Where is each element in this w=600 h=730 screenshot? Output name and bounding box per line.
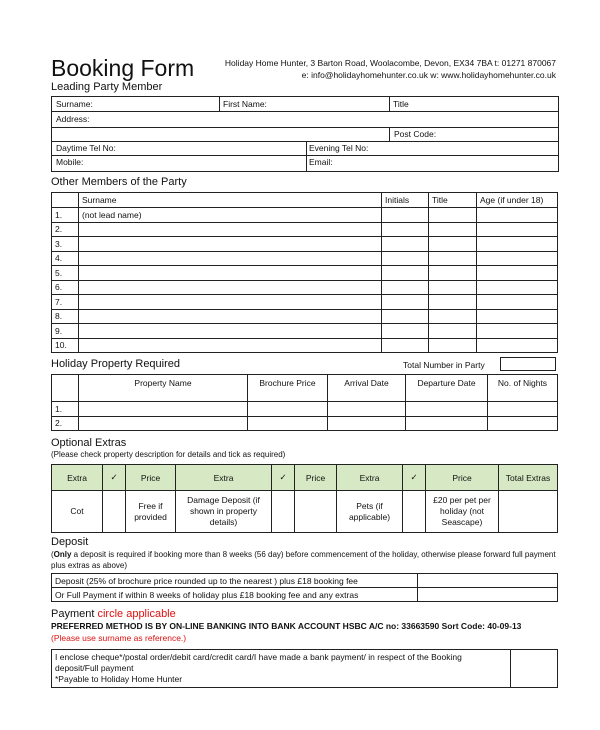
deposit-note: (Only a deposit is required if booking more than 8 weeks (56 day) before commencement of the holiday, otherwise please forward full payment plus extras as above) bbox=[51, 550, 556, 570]
members-label: Other Members of the Party bbox=[51, 176, 187, 188]
total-number-label: Total Number in Party bbox=[403, 360, 485, 370]
row-number: 6. bbox=[52, 280, 79, 295]
payment-amount bbox=[511, 650, 558, 688]
age-cell bbox=[477, 251, 558, 266]
property-header-nights: No. of Nights bbox=[488, 375, 558, 402]
table-row bbox=[52, 208, 558, 223]
initials-cell bbox=[382, 208, 429, 223]
total-extras-cell bbox=[499, 491, 558, 533]
extras-header-total: Total Extras bbox=[499, 465, 558, 491]
table-row bbox=[52, 338, 558, 353]
title-cell bbox=[429, 251, 477, 266]
deposit-table bbox=[51, 573, 558, 602]
evening-tel-label: Evening Tel No: bbox=[309, 143, 369, 153]
payment-label: Payment circle applicable bbox=[51, 608, 176, 620]
age-cell bbox=[477, 324, 558, 339]
table-row bbox=[52, 491, 558, 533]
price-pets: £20 per pet per holiday (not Seascape) bbox=[426, 491, 499, 533]
age-cell bbox=[477, 338, 558, 353]
members-header-row bbox=[52, 193, 558, 208]
extras-header-extra: Extra bbox=[337, 465, 403, 491]
table-row bbox=[52, 309, 558, 324]
initials-cell bbox=[382, 309, 429, 324]
daytime-tel-label: Daytime Tel No: bbox=[56, 143, 116, 153]
row-number: 9. bbox=[52, 324, 79, 339]
initials-cell bbox=[382, 280, 429, 295]
property-header-name: Property Name bbox=[79, 375, 248, 402]
check-icon: ✓ bbox=[403, 465, 426, 491]
postcode-label: Post Code: bbox=[394, 129, 437, 139]
extras-table bbox=[51, 464, 558, 533]
property-header-departure: Departure Date bbox=[406, 375, 488, 402]
email-label: Email: bbox=[309, 157, 333, 167]
title-cell bbox=[429, 280, 477, 295]
initials-cell bbox=[382, 295, 429, 310]
row-number: 4. bbox=[52, 251, 79, 266]
company-info bbox=[225, 57, 556, 81]
row-number: 1. bbox=[52, 208, 79, 223]
table-row bbox=[52, 416, 558, 431]
company-address: Holiday Home Hunter, 3 Barton Road, Woolacombe, Devon, EX34 7BA t: 01271 870067 bbox=[224, 58, 556, 68]
property-header-num bbox=[52, 375, 79, 402]
extra-cot: Cot bbox=[52, 491, 103, 533]
age-cell bbox=[477, 309, 558, 324]
tick-cell bbox=[103, 491, 126, 533]
full-payment-amount bbox=[418, 588, 558, 602]
price-cot: Free if provided bbox=[126, 491, 176, 533]
initials-cell bbox=[382, 237, 429, 252]
initials-cell bbox=[382, 222, 429, 237]
extras-header-extra: Extra bbox=[52, 465, 103, 491]
surname-cell bbox=[79, 251, 382, 266]
title-cell bbox=[429, 324, 477, 339]
age-cell bbox=[477, 208, 558, 223]
property-table bbox=[51, 374, 558, 431]
surname-reference-note: (Please use surname as reference.) bbox=[51, 633, 187, 643]
surname-cell bbox=[79, 295, 382, 310]
deposit-label: Deposit bbox=[51, 536, 89, 548]
circle-applicable: circle applicable bbox=[97, 608, 176, 620]
title-cell bbox=[429, 237, 477, 252]
extras-header-extra: Extra bbox=[176, 465, 272, 491]
initials-cell bbox=[382, 338, 429, 353]
row-number: 3. bbox=[52, 237, 79, 252]
table-row bbox=[52, 402, 558, 417]
members-table bbox=[51, 192, 558, 353]
table-row bbox=[52, 237, 558, 252]
first-name-label: First Name: bbox=[223, 99, 267, 109]
row-number: 7. bbox=[52, 295, 79, 310]
payment-table bbox=[51, 649, 558, 688]
page-title: Booking Form bbox=[51, 55, 195, 81]
table-row bbox=[52, 295, 558, 310]
extras-header-row bbox=[52, 465, 558, 491]
row-number: 2. bbox=[52, 416, 79, 431]
leading-party-box bbox=[51, 96, 559, 172]
extra-damage-deposit: Damage Deposit (if shown in property details) bbox=[176, 491, 272, 533]
initials-cell bbox=[382, 266, 429, 281]
initials-cell bbox=[382, 251, 429, 266]
age-cell bbox=[477, 280, 558, 295]
row-number: 1. bbox=[52, 402, 79, 417]
table-row bbox=[52, 324, 558, 339]
tick-cell bbox=[272, 491, 295, 533]
title-cell bbox=[429, 266, 477, 281]
title-label: Title bbox=[393, 99, 409, 109]
row-number: 2. bbox=[52, 222, 79, 237]
property-header-row bbox=[52, 375, 558, 402]
title-cell bbox=[429, 295, 477, 310]
row-number: 8. bbox=[52, 309, 79, 324]
title-cell bbox=[429, 309, 477, 324]
payment-statement: I enclose cheque*/postal order/debit card/credit card/I have made a bank payment/ in respect of the Booking deposit/Full payment *Payable to Holiday Home Hunter bbox=[52, 650, 511, 688]
members-header-num bbox=[52, 193, 79, 208]
property-header-arrival: Arrival Date bbox=[328, 375, 406, 402]
extras-label: Optional Extras bbox=[51, 437, 127, 449]
check-icon: ✓ bbox=[103, 465, 126, 491]
price-damage-deposit bbox=[295, 491, 337, 533]
extras-header-price: Price bbox=[295, 465, 337, 491]
surname-cell bbox=[79, 324, 382, 339]
company-contact: e: info@holidayhomehunter.co.uk w: www.holidayhomehunter.co.uk bbox=[301, 70, 556, 80]
preferred-method: PREFERRED METHOD IS BY ON-LINE BANKING INTO BANK ACCOUNT HSBC A/C no: 33663590 Sort Code: 40-09-13 bbox=[51, 621, 522, 631]
table-row bbox=[52, 222, 558, 237]
surname-label: Surname: bbox=[56, 99, 93, 109]
mobile-label: Mobile: bbox=[56, 157, 84, 167]
surname-cell bbox=[79, 222, 382, 237]
table-row bbox=[52, 280, 558, 295]
row-number: 10. bbox=[52, 338, 79, 353]
age-cell bbox=[477, 222, 558, 237]
extra-pets: Pets (if applicable) bbox=[337, 491, 403, 533]
table-row bbox=[52, 251, 558, 266]
tick-cell bbox=[403, 491, 426, 533]
extras-note: (Please check property description for details and tick as required) bbox=[51, 450, 286, 459]
members-header-initials: Initials bbox=[382, 193, 429, 208]
address-label: Address: bbox=[56, 114, 90, 124]
title-cell bbox=[429, 208, 477, 223]
table-row bbox=[52, 574, 558, 588]
table-row bbox=[52, 650, 558, 688]
age-cell bbox=[477, 295, 558, 310]
table-row bbox=[52, 588, 558, 602]
title-cell bbox=[429, 338, 477, 353]
title-cell bbox=[429, 222, 477, 237]
table-row bbox=[52, 266, 558, 281]
row-number: 5. bbox=[52, 266, 79, 281]
property-header-price: Brochure Price bbox=[248, 375, 328, 402]
surname-cell bbox=[79, 338, 382, 353]
extras-header-price: Price bbox=[426, 465, 499, 491]
age-cell bbox=[477, 237, 558, 252]
deposit-amount bbox=[418, 574, 558, 588]
property-label: Holiday Property Required bbox=[51, 358, 181, 370]
age-cell bbox=[477, 266, 558, 281]
total-number-box bbox=[500, 357, 556, 371]
surname-cell bbox=[79, 280, 382, 295]
surname-cell bbox=[79, 237, 382, 252]
surname-cell: (not lead name) bbox=[79, 208, 382, 223]
check-icon: ✓ bbox=[272, 465, 295, 491]
leading-party-label: Leading Party Member bbox=[51, 81, 163, 93]
members-header-age: Age (if under 18) bbox=[477, 193, 558, 208]
members-header-surname: Surname bbox=[79, 193, 382, 208]
surname-cell bbox=[79, 309, 382, 324]
deposit-option: Deposit (25% of brochure price rounded up to the nearest ) plus £18 booking fee bbox=[52, 574, 418, 588]
full-payment-option: Or Full Payment if within 8 weeks of holiday plus £18 booking fee and any extras bbox=[52, 588, 418, 602]
surname-cell bbox=[79, 266, 382, 281]
initials-cell bbox=[382, 324, 429, 339]
members-header-title: Title bbox=[429, 193, 477, 208]
extras-header-price: Price bbox=[126, 465, 176, 491]
